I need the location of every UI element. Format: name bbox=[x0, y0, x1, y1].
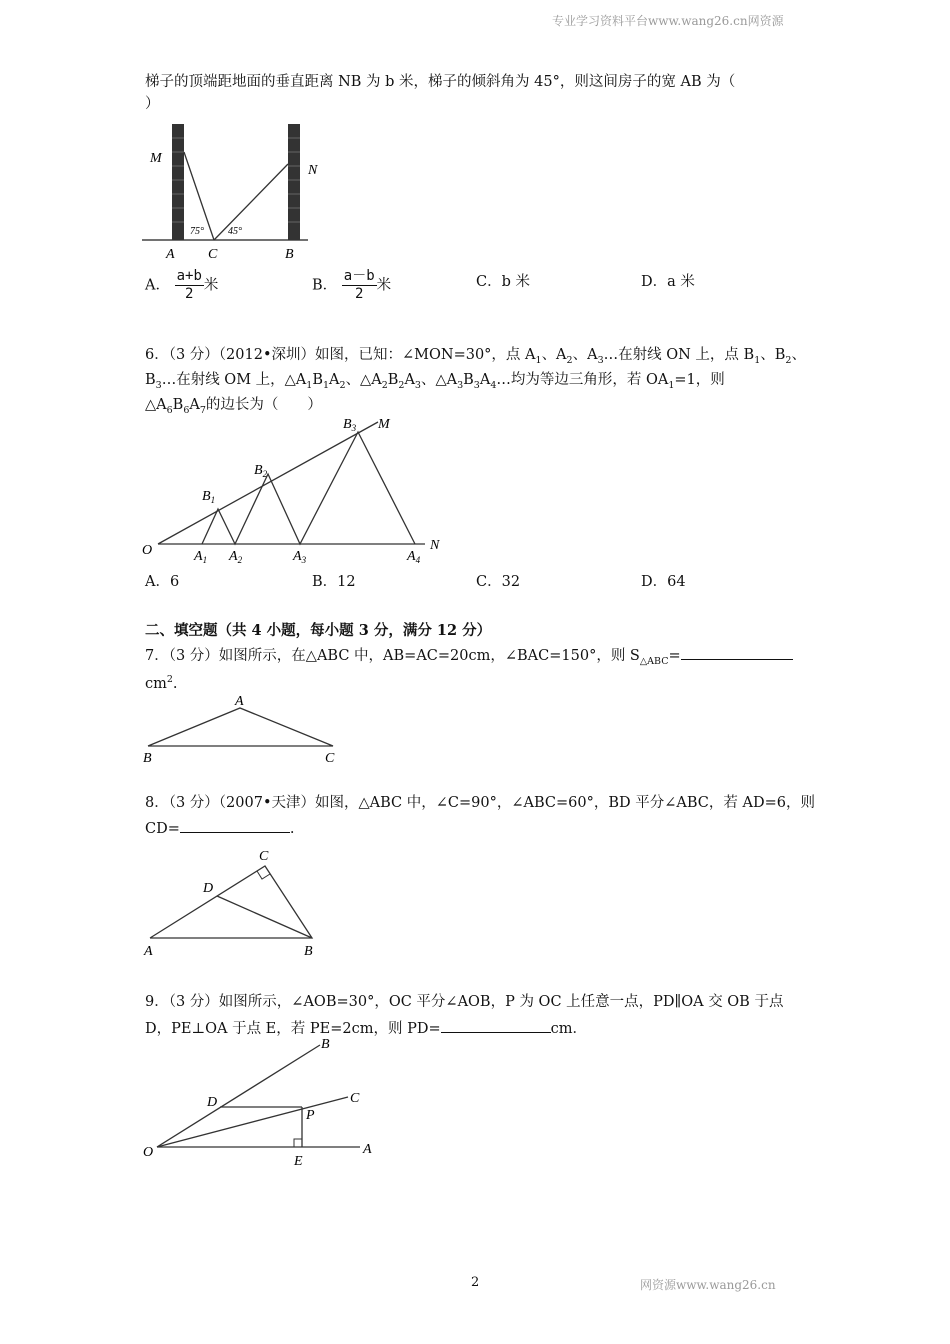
q5-option-b[interactable] bbox=[312, 268, 391, 303]
svg-text:A3: $A_3$ bbox=[293, 549, 307, 565]
label-O: O bbox=[142, 543, 153, 558]
q6-text-line2: $B_3\dots$在射线 OM 上，$\triangle A_1B_1A_2$、$\triangle A_2B_2A_3$、$\triangle A_3B_3A_4\dots$均为等边三角形，若 $OA_1=1$，则 bbox=[145, 372, 725, 391]
q6-text-line3: $\triangle A_6B_6A_7$的边长为（ ） bbox=[145, 397, 322, 416]
q6-option-a[interactable]: A．6 bbox=[145, 574, 180, 590]
label-D: D bbox=[203, 881, 214, 896]
label-C: C bbox=[208, 247, 218, 262]
label-B: B bbox=[285, 247, 294, 262]
q5-option-c[interactable]: C．b 米 bbox=[476, 274, 530, 290]
footer-watermark: 网资源www.wang26.cn bbox=[640, 1278, 776, 1292]
q5-option-a-fraction bbox=[175, 268, 204, 303]
q5-ladder-figure bbox=[140, 118, 320, 266]
section-title: 二、填空题（共 4 小题，每小题 3 分，满分 12 分） bbox=[145, 622, 492, 639]
q5-text-line2: ） bbox=[145, 96, 160, 112]
q5-option-b-unit: 米 bbox=[376, 277, 392, 294]
label-B: B bbox=[304, 944, 313, 959]
q8-text-line2: CD= . bbox=[145, 818, 294, 839]
label-P: P bbox=[306, 1108, 315, 1123]
q7-text-line1: 7．（3 分）如图所示，在△ABC 中，AB=AC=20cm，∠BAC=150°，则 $S_{\triangle ABC}=$ bbox=[145, 645, 793, 672]
labels-B bbox=[202, 417, 357, 505]
fraction-numerator: a+b bbox=[176, 268, 202, 284]
page-number: 2 bbox=[471, 1275, 480, 1290]
svg-text:B2: $B_2$ bbox=[254, 463, 268, 479]
label-M: M bbox=[150, 151, 162, 166]
q5-option-a-label: A． bbox=[145, 277, 170, 294]
q8-triangle-figure bbox=[140, 844, 330, 960]
q7-text-line2: $cm^2$. bbox=[145, 674, 178, 692]
q6-option-d[interactable]: D．64 bbox=[641, 574, 686, 590]
q9-text-line1: 9．（3 分）如图所示，∠AOB=30°，OC 平分∠AOB，P 为 OC 上任意一点，PD∥OA 交 OB 于点 bbox=[145, 994, 784, 1010]
q5-text-line1: 梯子的顶端距地面的垂直距离 NB 为 b 米，梯子的倾斜角为 45°，则这间房子的宽 AB 为（ bbox=[145, 74, 736, 90]
label-D: D bbox=[207, 1095, 218, 1110]
label-B: B bbox=[321, 1037, 330, 1052]
q5-option-a-unit: 米 bbox=[203, 277, 219, 294]
q8-answer-blank[interactable] bbox=[180, 818, 290, 833]
q9-answer-blank[interactable] bbox=[441, 1018, 551, 1033]
angle-75: 75° bbox=[190, 226, 204, 237]
svg-text:A4: $A_4$ bbox=[407, 549, 421, 565]
label-N: N bbox=[430, 538, 440, 553]
label-A: A bbox=[144, 944, 153, 959]
q5-option-b-label: B． bbox=[312, 277, 338, 294]
label-C: C bbox=[325, 751, 335, 766]
svg-text:A2: $A_2$ bbox=[229, 549, 243, 565]
fraction-denominator: 2 bbox=[185, 286, 194, 302]
label-C: C bbox=[259, 849, 269, 864]
q5-option-a[interactable] bbox=[145, 268, 218, 303]
q7-triangle-figure bbox=[140, 690, 350, 770]
fraction-numerator: a－b bbox=[343, 268, 375, 284]
q9-angle-figure bbox=[140, 1035, 380, 1170]
label-C: C bbox=[350, 1091, 360, 1106]
label-E: E bbox=[294, 1154, 303, 1169]
angle-45: 45° bbox=[228, 226, 242, 237]
label-B: B bbox=[143, 751, 152, 766]
q6-option-b[interactable]: B．12 bbox=[312, 574, 356, 590]
label-A: A bbox=[235, 694, 244, 709]
q5-option-d[interactable]: D．a 米 bbox=[641, 274, 695, 290]
fraction-denominator: 2 bbox=[354, 286, 364, 302]
q7-answer-blank[interactable] bbox=[681, 645, 793, 660]
label-O: O bbox=[143, 1145, 154, 1160]
header-watermark: 专业学习资料平台www.wang26.cn网资源 bbox=[552, 14, 784, 28]
q8-text-line1: 8．（3 分）（2007•天津）如图，△ABC 中，∠C=90°，∠ABC=60°，BD 平分∠ABC，若 AD=6，则 bbox=[145, 795, 815, 811]
label-A: A bbox=[363, 1142, 372, 1157]
labels-A bbox=[193, 549, 421, 565]
q9-text-line2: D，PE⊥OA 于点 E，若 PE=2cm，则 PD= cm． bbox=[145, 1018, 587, 1039]
label-N: N bbox=[308, 163, 318, 178]
svg-text:B1: $B_1$ bbox=[202, 489, 216, 505]
label-M: M bbox=[378, 417, 390, 432]
svg-text:B3: $B_3$ bbox=[343, 417, 357, 433]
q5-option-b-fraction bbox=[342, 268, 377, 303]
q6-option-c[interactable]: C．32 bbox=[476, 574, 521, 590]
label-A: A bbox=[166, 247, 175, 262]
q6-text-line1: 6．（3 分）（2012•深圳）如图，已知：∠MON=30°，点 $A_1$、$A_2$、$A_3\dots$在射线 ON 上，点 $B_1$、$B_2$、 bbox=[145, 347, 806, 366]
svg-text:A1: $A_1$ bbox=[194, 549, 208, 565]
q6-triangles-figure bbox=[140, 412, 460, 572]
